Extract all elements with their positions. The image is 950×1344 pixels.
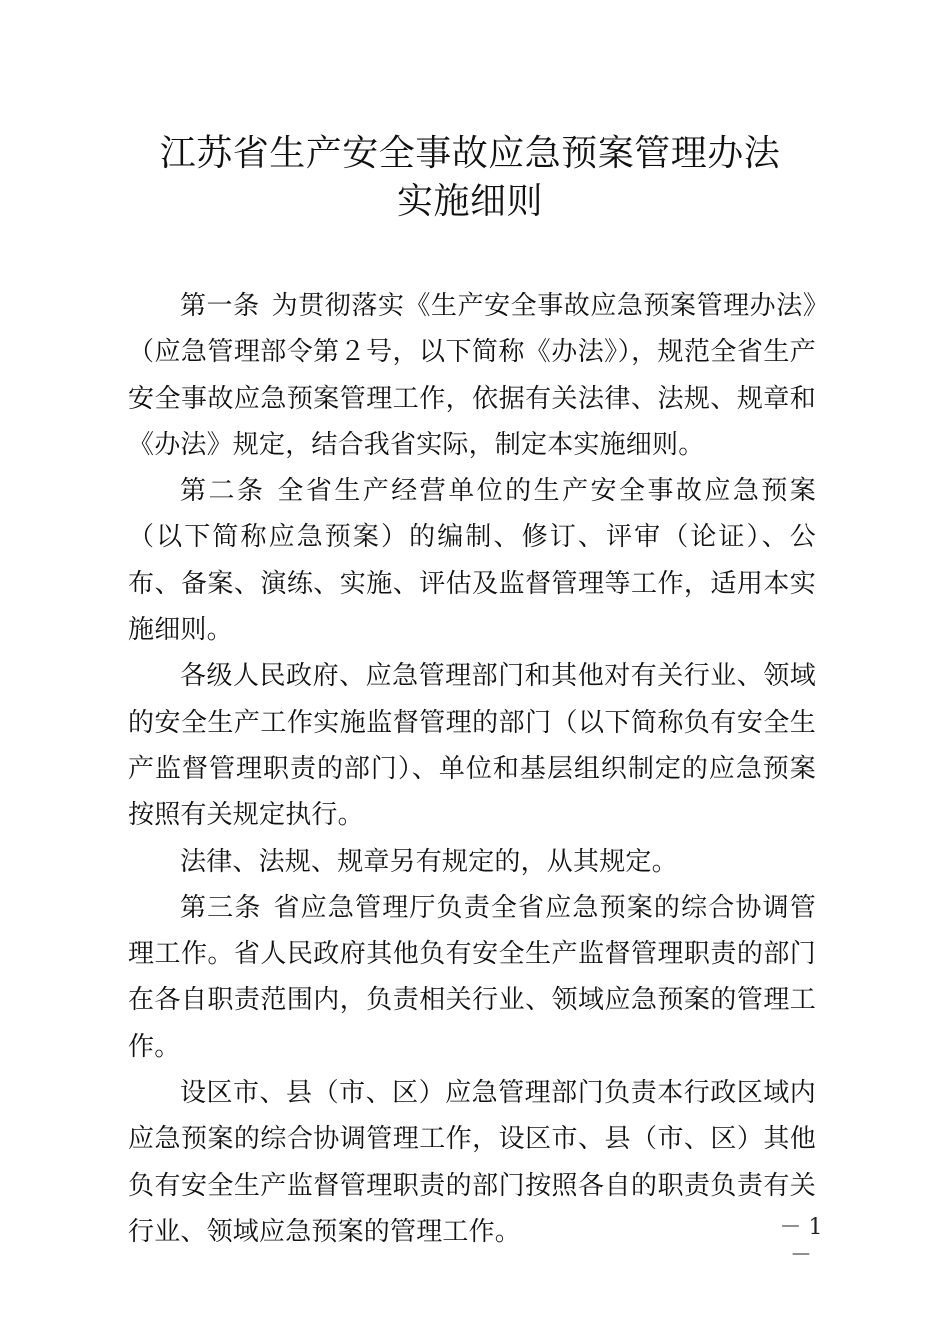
paragraph-text: 设区市、县（市、区）应急管理部门负责本行政区域内应急预案的综合协调管理工作，设区市、县（市、区）其他负有安全生产监督管理职责的部门按照各自的职责负责有关行业、领域应急预案的管理工作。 <box>128 1078 816 1247</box>
article-number: 第三条 <box>180 892 262 923</box>
page-number: － 1 － <box>779 1215 823 1268</box>
paragraph-text: 全省生产经营单位的生产安全事故应急预案（以下简称应急预案）的编制、修订、评审（论证）、公布、备案、演练、实施、评估及监督管理等工作，适用本实施细则。 <box>128 476 816 646</box>
article-number: 第一条 <box>180 291 260 321</box>
article-1-paragraph <box>128 283 816 468</box>
document-title-line-1: 江苏省生产安全事故应急预案管理办法 <box>159 133 781 174</box>
paragraph-text: 省应急管理厅负责全省应急预案的综合协调管理工作。省人民政府其他负有安全生产监督管理职责的部门在各自职责范围内，负责相关行业、领域应急预案的管理工作。 <box>128 892 816 1062</box>
paragraph-text: 法律、法规、规章另有规定的，从其规定。 <box>180 846 678 877</box>
article-number: 第二条 <box>180 476 266 507</box>
document-body <box>128 283 816 1255</box>
article-2-clause-2-paragraph <box>128 653 816 838</box>
paragraph-text: 各级人民政府、应急管理部门和其他对有关行业、领域的安全生产工作实施监督管理的部门（以下简称负有安全生产监督管理职责的部门）、单位和基层组织制定的应急预案按照有关规定执行。 <box>128 661 816 831</box>
paragraph-text: 为贯彻落实《生产安全事故应急预案管理办法》（应急管理部令第２号，以下简称《办法》），规范全省生产安全事故应急预案管理工作，依据有关法律、法规、规章和《办法》规定，结合我省实际，制定本实施细则。 <box>128 291 816 460</box>
article-2-clause-3-paragraph <box>128 839 816 885</box>
document-title-line-2: 实施细则 <box>396 181 543 222</box>
article-3-clause-2-paragraph <box>128 1070 816 1255</box>
article-3-paragraph <box>128 885 816 1070</box>
article-2-paragraph <box>128 468 816 653</box>
